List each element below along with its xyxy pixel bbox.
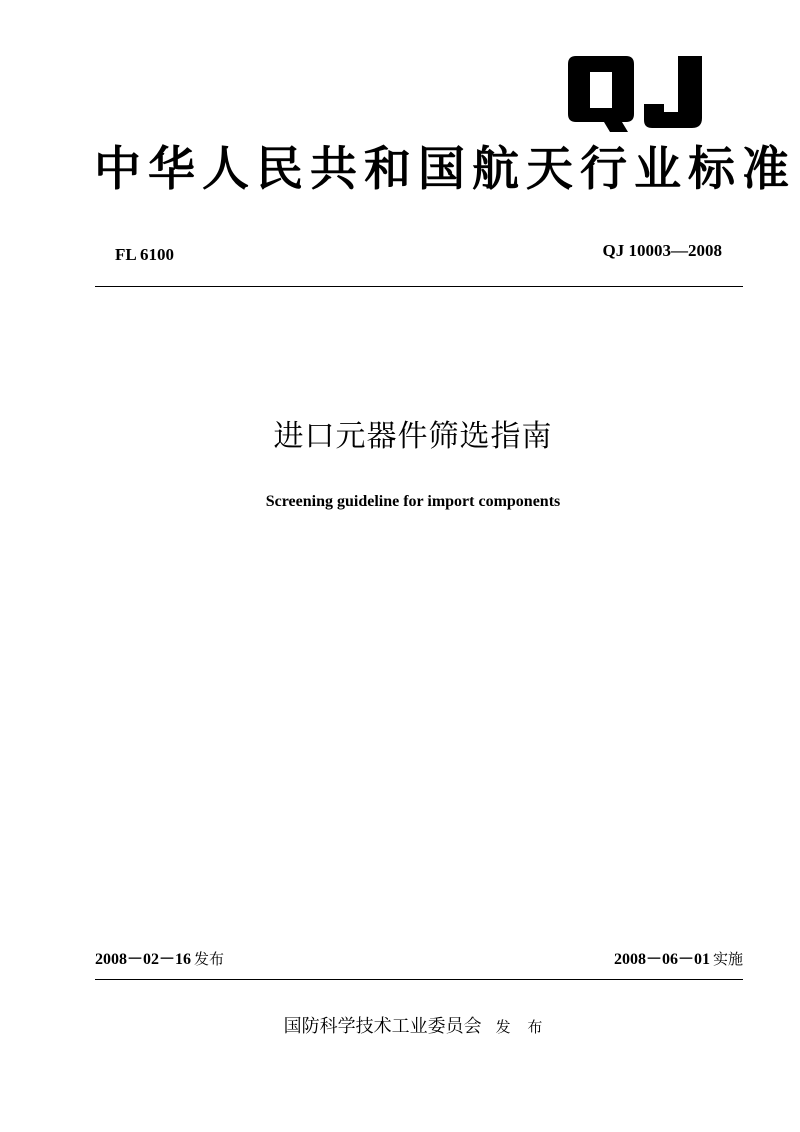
implementation-date-line: [614, 946, 743, 969]
issue-date-line: [95, 946, 224, 969]
footer-divider: [95, 979, 743, 980]
standard-number: QJ 10003—2008: [602, 241, 722, 260]
header-divider: [95, 286, 743, 287]
classification-code: FL 6100: [115, 245, 175, 264]
implementation-label: 实施: [712, 950, 743, 968]
issuer-line: [0, 1012, 800, 1038]
issue-label: 发布: [194, 950, 225, 968]
implementation-date: 2008－06－01: [613, 951, 710, 968]
issue-date: 2008－02－16: [95, 951, 192, 968]
document-title-en: Screening guideline for import components: [265, 493, 561, 510]
issuer-action: 发 布: [495, 1018, 549, 1036]
document-title-zh: 进口元器件筛选指南: [273, 419, 553, 454]
standard-title: 中华人民共和国航天行业标准: [94, 142, 796, 197]
qj-logo-q: [568, 56, 634, 132]
issuer-name: 国防科学技术工业委员会: [283, 1016, 482, 1037]
qj-logo-j: [644, 56, 702, 128]
qj-logo: [566, 52, 706, 134]
